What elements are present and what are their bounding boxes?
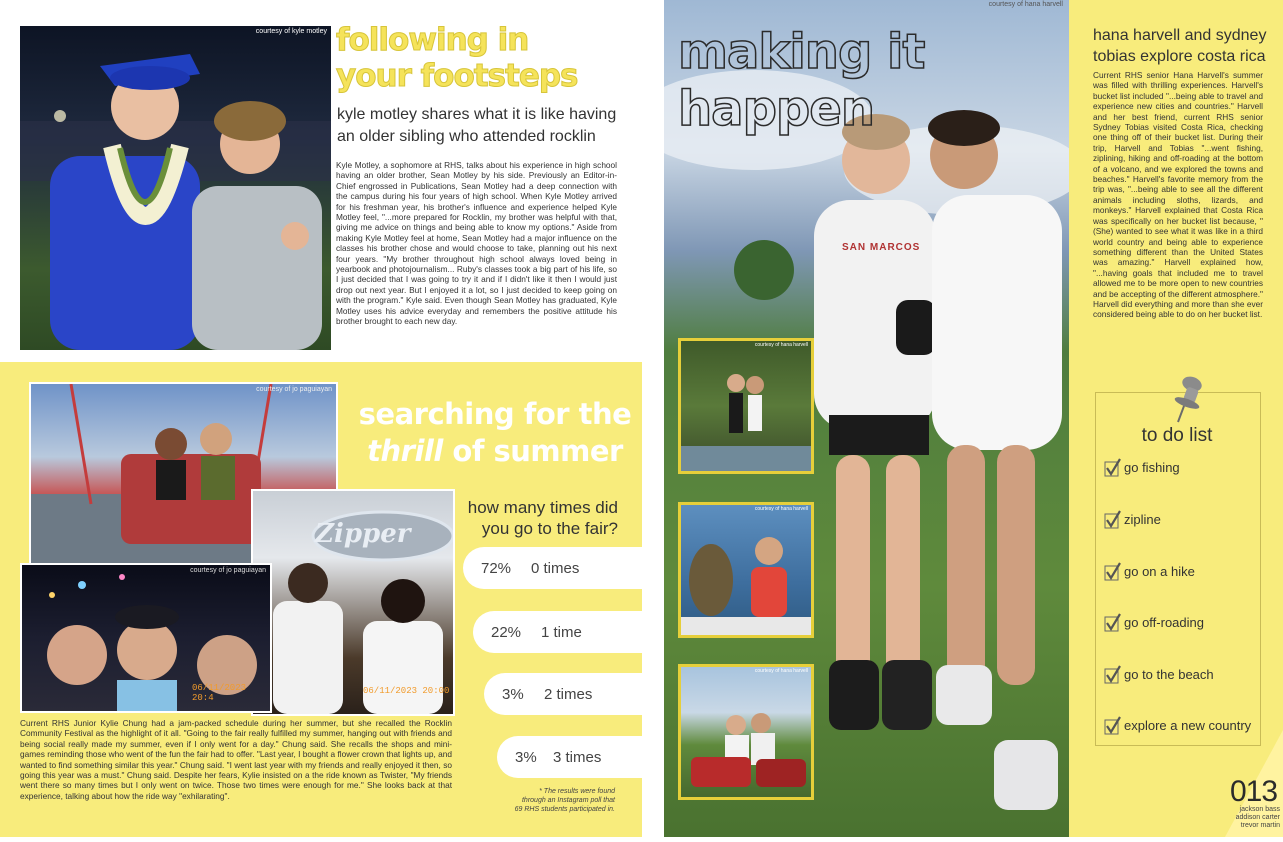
photo-credit: courtesy of hana harvell [754,506,808,512]
todo-item: explore a new country [1104,716,1251,734]
right-page [664,0,1283,837]
todo-item: go to the beach [1104,665,1214,683]
photo-credit: courtesy of hana harvell [988,1,1063,8]
fair-headline: searching for the thrill of summer [358,397,632,468]
fair-photo-selfie [20,563,272,713]
story-headline: following in your footsteps [336,22,578,94]
graduation-illustration [20,26,331,350]
small-photo-river [678,338,814,474]
headline-emphasis: thrill [367,434,443,468]
poll-note: * The results were found through an Instagram poll that 69 RHS students participated in. [514,788,615,813]
story-body: Kyle Motley, a sophomore at RHS, talks about his experience in high school having an older brother, Sean Motley by his side. Previously an Editor-in-Chief engrossed in Publications, Sean Motley had a deep connection with the campus during his four years of high school. When Kyle Motley arrived for his freshman year, his brother's influence and experience helped Kyle Motley feel, "...more prepared for Rocklin, my brother was helpful with that, giving me advice on things and being able to know my options." Aside from making Kyle Motley feel at home, Sean Motley had a major influence on the classes his brother chose and would choose to take, planning out his next four years. "My brother throughout high school always loved being in yearbook and photojournalism... Ruby's classes took a big part of his life, so I just decided that I was going to try it and if I didn't like it then I would just drop out next year. But I enjoyed it a lot, so I just decided to keep going on with the program." Kyle said. Even though Sean Motley has graduated, Kyle Motley uses his advice everyday and remembers the positive attitude his brother brought to each new day. [336,160,617,327]
poll-question: how many times did you go to the fair? [467,498,618,538]
checkbox-checked-icon [1104,562,1120,580]
todo-item: zipline [1104,510,1161,528]
story-subheadline: kyle motley shares what it is like having an older sibling who attended rocklin [337,106,617,145]
poll-row: 22% 1 time [473,611,642,653]
page-number: 013 [1230,775,1278,808]
todo-item: go off-roading [1104,613,1204,631]
checkbox-checked-icon [1104,716,1120,734]
pin-icon [1172,374,1206,429]
shirt-text: SAN MARCOS [842,242,921,253]
photo-timestamp: 06/11/2023 20:4 [192,683,247,703]
small-photo-fishing [678,502,814,638]
small-photo-atv [678,664,814,800]
checkbox-checked-icon [1104,613,1120,631]
costa-rica-subheadline: hana harvell and sydney tobias explore costa rica [1093,27,1267,65]
photo-credit: courtesy of hana harvell [754,342,808,348]
todo-title: to do list [1141,425,1213,446]
photo-credit: courtesy of kyle motley [255,28,327,35]
checkbox-checked-icon [1104,665,1120,683]
staff-credits: jackson bass addison carter trevor martin [1235,806,1280,829]
todo-item: go on a hike [1104,562,1195,580]
poll-row: 72% 0 times [463,547,642,589]
poll-row: 3% 2 times [484,673,642,715]
costa-rica-body: Current RHS senior Hana Harvell's summer was filled with thrilling experiences. Harvell's bucket list included "...being able to travel and experience new cities and countries." Harvell and her best friend, current RHS senior Sydney Tobias visited Costa Rica, checking one thing off of their bucket list. During their trip, Harvell and Tobias "...went fishing, ziplining, hiking and off-roading at the bottom of a volcano, and we explored the towns and beaches." Harvell's favorite memory from the trip was, "...being able to see all the different animals including sloths, lizards, and monkeys." Harvell explained that Costa Rica was specifically on her bucket list because, "(She) wanted to see what it was like in a third world country and being able to experience something different than the United States was amazing." Harvell explained how, "...having goals that included me to travel allowed me to be more open to new countries and be accepting of the different atmosphere." Harvell did everything and more than she ever considered being able to do on her bucket list. [1093,70,1263,320]
zipper-sign-text: Zipper [315,519,411,549]
fair-body: Current RHS Junior Kylie Chung had a jam-packed schedule during her summer, but she recalled the Rocklin Community Festival as the highlight of it all. "Going to the fair really fulfilled my summer, hanging out with friends and being social really made my summer, even if I only went for a day." Chung said. She recalls the shops and mini-games reminding those who went of the fun the fair had to offer. "Last year, I bought a flower crown that lights up, and wanted to find something similar this year." Chung said. "I went last year with my friends and really enjoyed it then, so going this year was a must." Chung said. Despite her fears, Kylie insisted on a the ride known as Twister, "My friends went there so many times but I only went on twice. Those two times were enough for me." She looks back at that experience, talking about how the ride way "exhilarating". [20,718,452,801]
photo-credit: courtesy of jo paguiayan [256,386,332,393]
graduation-photo [20,26,331,350]
making-it-happen-headline: making it happen [678,24,925,137]
photo-timestamp: 06/11/2023 20:00 [363,686,450,696]
todo-item: go fishing [1104,458,1180,476]
photo-credit: courtesy of jo paguiayan [190,567,266,574]
left-page [0,0,642,837]
poll-row: 3% 3 times [497,736,642,778]
checkbox-checked-icon [1104,510,1120,528]
photo-credit: courtesy of hana harvell [754,668,808,674]
fair-photo-zipper [251,489,455,716]
checkbox-checked-icon [1104,458,1120,476]
